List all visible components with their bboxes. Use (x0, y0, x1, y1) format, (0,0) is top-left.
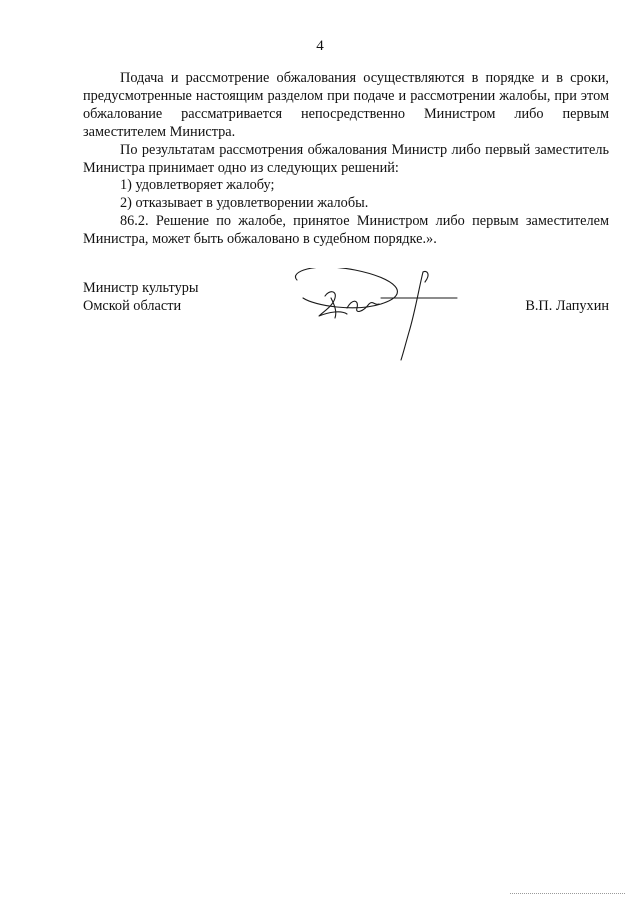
paragraph-appeal-results: По результатам рассмотрения обжалования Министр либо первый заместитель Министра принимает одно из следующих решений: (83, 141, 609, 176)
scan-artifact-line (510, 893, 625, 897)
list-item-satisfy: 1) удовлетворяет жалобу; (120, 177, 275, 194)
signature-block (0, 280, 640, 380)
signer-name: В.П. Лапухин (525, 298, 609, 314)
signer-region: Омской области (83, 297, 182, 314)
paragraph-judicial-appeal: 86.2. Решение по жалобе, принятое Министром либо первым заместителем Министра, может быть обжаловано в судебном порядке.». (83, 213, 609, 248)
signer-position: Министр культуры (83, 280, 199, 296)
page-number: 4 (316, 38, 324, 54)
handwritten-signature (285, 268, 475, 368)
list-item-refuse: 2) отказывает в удовлетворении жалобы. (120, 195, 369, 212)
paragraph-appeal-procedure: Подача и рассмотрение обжалования осуществляются в порядке и в сроки, предусмотренные настоящим разделом при подаче и рассмотрении жалобы, при этом обжалование рассматривается непосредственно Министром либо первым заместителем Министра. (83, 70, 609, 140)
signer-title (83, 280, 199, 316)
document-body (83, 70, 609, 249)
